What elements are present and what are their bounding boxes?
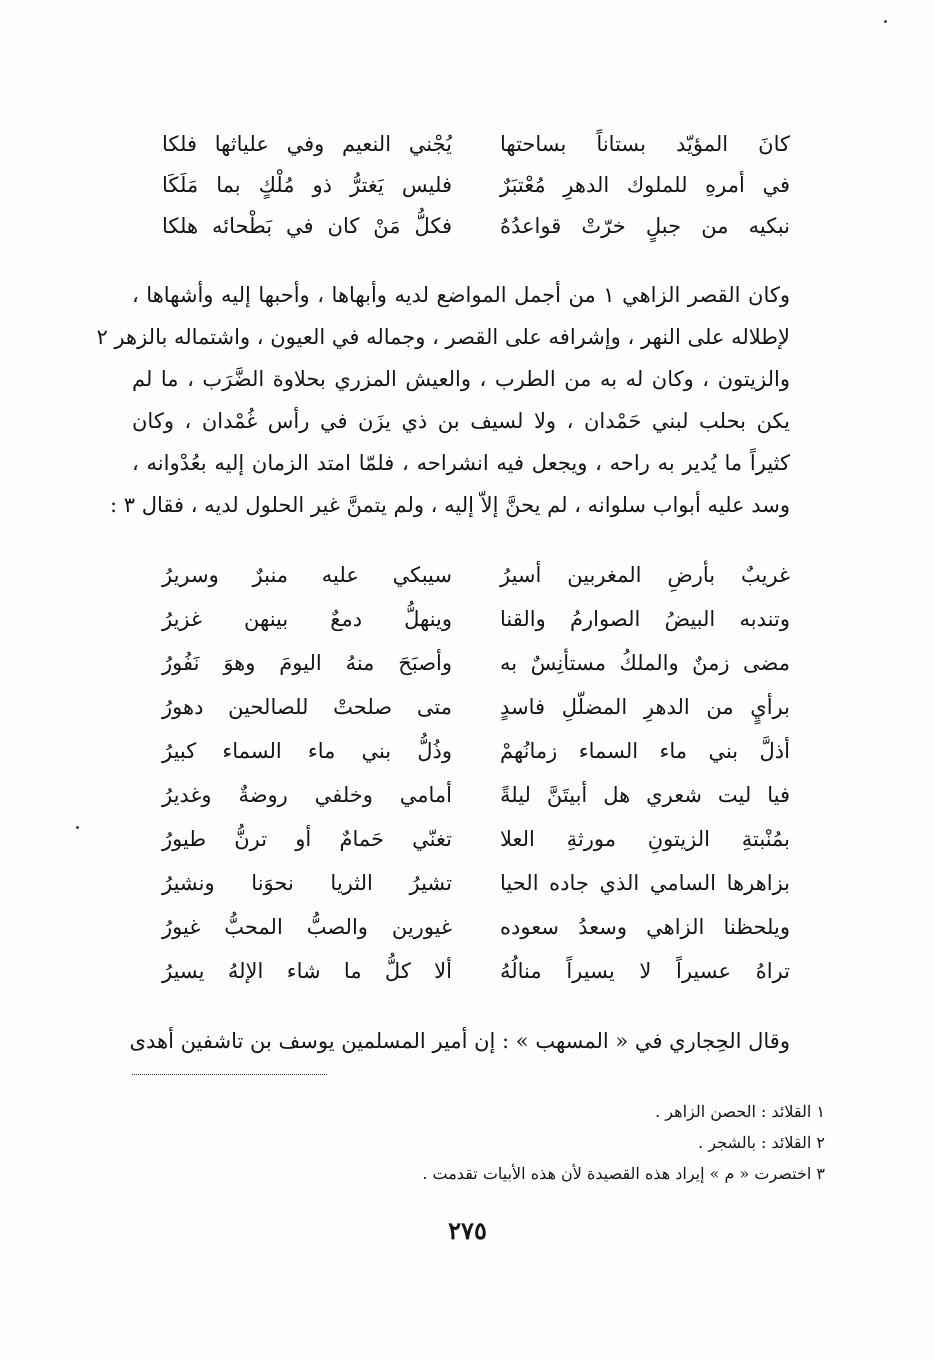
prose-line: وسد عليه أبواب سلوانه ، لم يحنَّ إلاّ إليه ، ولم يتمنَّ غير الحلول لديه ، فقال ٣ : (110, 493, 790, 517)
verse-line (162, 687, 790, 727)
verse-first-hemistich: ويلحظنا الزاهي وسعدُ سعوده (500, 915, 790, 939)
speck (884, 20, 887, 23)
poem-1 (162, 124, 790, 254)
verse-second-hemistich: وذُلُّ بني ماء السماء كبيرُ (162, 739, 452, 763)
prose-line: يكن بحلب لبني حَمْدان ، ولا لسيف بن ذي يزَن في رأس غُمْدان ، وكان (132, 409, 790, 433)
verse-first-hemistich: بزاهرها السامي الذي جاده الحيا (500, 871, 790, 895)
footnote-separator (132, 1074, 327, 1075)
verse-first-hemistich: تراهُ عسيراً لا يسيراً منالُهُ (500, 959, 790, 983)
prose-line: وكان القصر الزاهي ١ من أجمل المواضع لديه وأبهاها ، وأحبها إليه وأشهاها ، (132, 283, 791, 307)
verse-line (162, 643, 790, 683)
verse-line (162, 206, 790, 246)
verse-first-hemistich: أذلَّ بني ماء السماء زمانُهمْ (500, 739, 790, 763)
verse-second-hemistich: يُجْني النعيم وفي علياثها فلكا (162, 132, 452, 156)
prose-line: لإطلاله على النهر ، وإشرافه على القصر ، وجماله في العيون ، واشتماله بالزهر ٢ (96, 325, 790, 349)
prose-line: والزيتون ، وكان له به من الطرب ، والعيش المزري بحلاوة الضَّرَب ، ما لم (132, 367, 790, 391)
verse-first-hemistich: في أمرهِ للملوك الدهرِ مُعْتبَرٌ (500, 173, 790, 197)
speck (76, 826, 79, 829)
verse-second-hemistich: أمامي وخلفي روضةٌ وغديرُ (162, 783, 452, 807)
verse-second-hemistich: تشيرُ الثريا نحوَنا ونشيرُ (162, 871, 452, 895)
verse-second-hemistich: وينهلُّ دمعٌ بينهن غزيرُ (162, 607, 452, 631)
verse-first-hemistich: مضى زمنٌ والملكُ مستأنِسٌ به (500, 651, 790, 675)
verse-second-hemistich: تغنّي حَمامٌ أو ترنُّ طيورُ (162, 827, 452, 851)
verse-second-hemistich: ألا كلُّ ما شاء الإلهُ يسيرُ (162, 959, 452, 983)
verse-line (162, 555, 790, 595)
verse-second-hemistich: سيبكي عليه منبرٌ وسريرُ (162, 563, 452, 587)
prose-paragraph (96, 274, 791, 534)
verse-second-hemistich: غيورين والصبُّ المحبُّ غيورُ (162, 915, 452, 939)
verse-line (162, 951, 790, 991)
verse-line (162, 819, 790, 859)
prose-line: كثيراً ما يُدير به راحه ، ويجعل فيه انشراحه ، فلمّا امتد الزمان إليه بعُدْوانه ، (132, 451, 790, 475)
footnote: ٣ اختصرت « م » إيراد هذه القصيدة لأن هذه الأبيات تقدمت . (422, 1164, 825, 1183)
verse-line (162, 165, 790, 205)
footnote: ١ القلائد : الحصن الزاهر . (655, 1102, 825, 1121)
verse-first-hemistich: كانَ المؤيّد بستاناً بساحتها (500, 132, 790, 156)
verse-second-hemistich: وأصبَحَ منهُ اليومَ وهوَ نَفُورُ (162, 651, 452, 675)
verse-second-hemistich: فليس يَغترُّ ذو مُلْكٍ بما مَلَكَا (162, 173, 452, 197)
verse-line (162, 599, 790, 639)
verse-first-hemistich: غريبٌ بأرضِ المغربين أسيرُ (500, 563, 790, 587)
prose-closing (129, 1020, 790, 1064)
verse-line (162, 775, 790, 815)
verse-second-hemistich: متى صلحتْ للصالحين دهورُ (162, 695, 452, 719)
verse-line (162, 863, 790, 903)
page-number: ٢٧٥ (448, 1216, 487, 1245)
footnote: ٢ القلائد : بالشجر . (698, 1133, 825, 1152)
verse-line (162, 731, 790, 771)
poem-2 (162, 555, 790, 1005)
footnotes (125, 1096, 825, 1189)
verse-line (162, 124, 790, 164)
verse-first-hemistich: فيا ليت شعري هل أبيتَنَّ ليلةً (500, 783, 790, 807)
verse-line (162, 907, 790, 947)
verse-second-hemistich: فكلُّ مَنْ كان في بَطْحائه هلكا (162, 214, 452, 238)
verse-first-hemistich: وتندبه البيضُ الصوارمُ والقنا (500, 607, 790, 631)
prose-line: وقال الحِجاري في « المسهب » : إن أمير المسلمين يوسف بن تاشفين أهدى (129, 1029, 790, 1053)
verse-first-hemistich: نبكيه من جبلٍ خرّتْ قواعدُهُ (500, 214, 790, 238)
verse-first-hemistich: بمُنْبتةِ الزيتونِ مورثةِ العلا (500, 827, 790, 851)
verse-first-hemistich: برأيٍ من الدهرِ المضلّلِ فاسدٍ (500, 695, 790, 719)
